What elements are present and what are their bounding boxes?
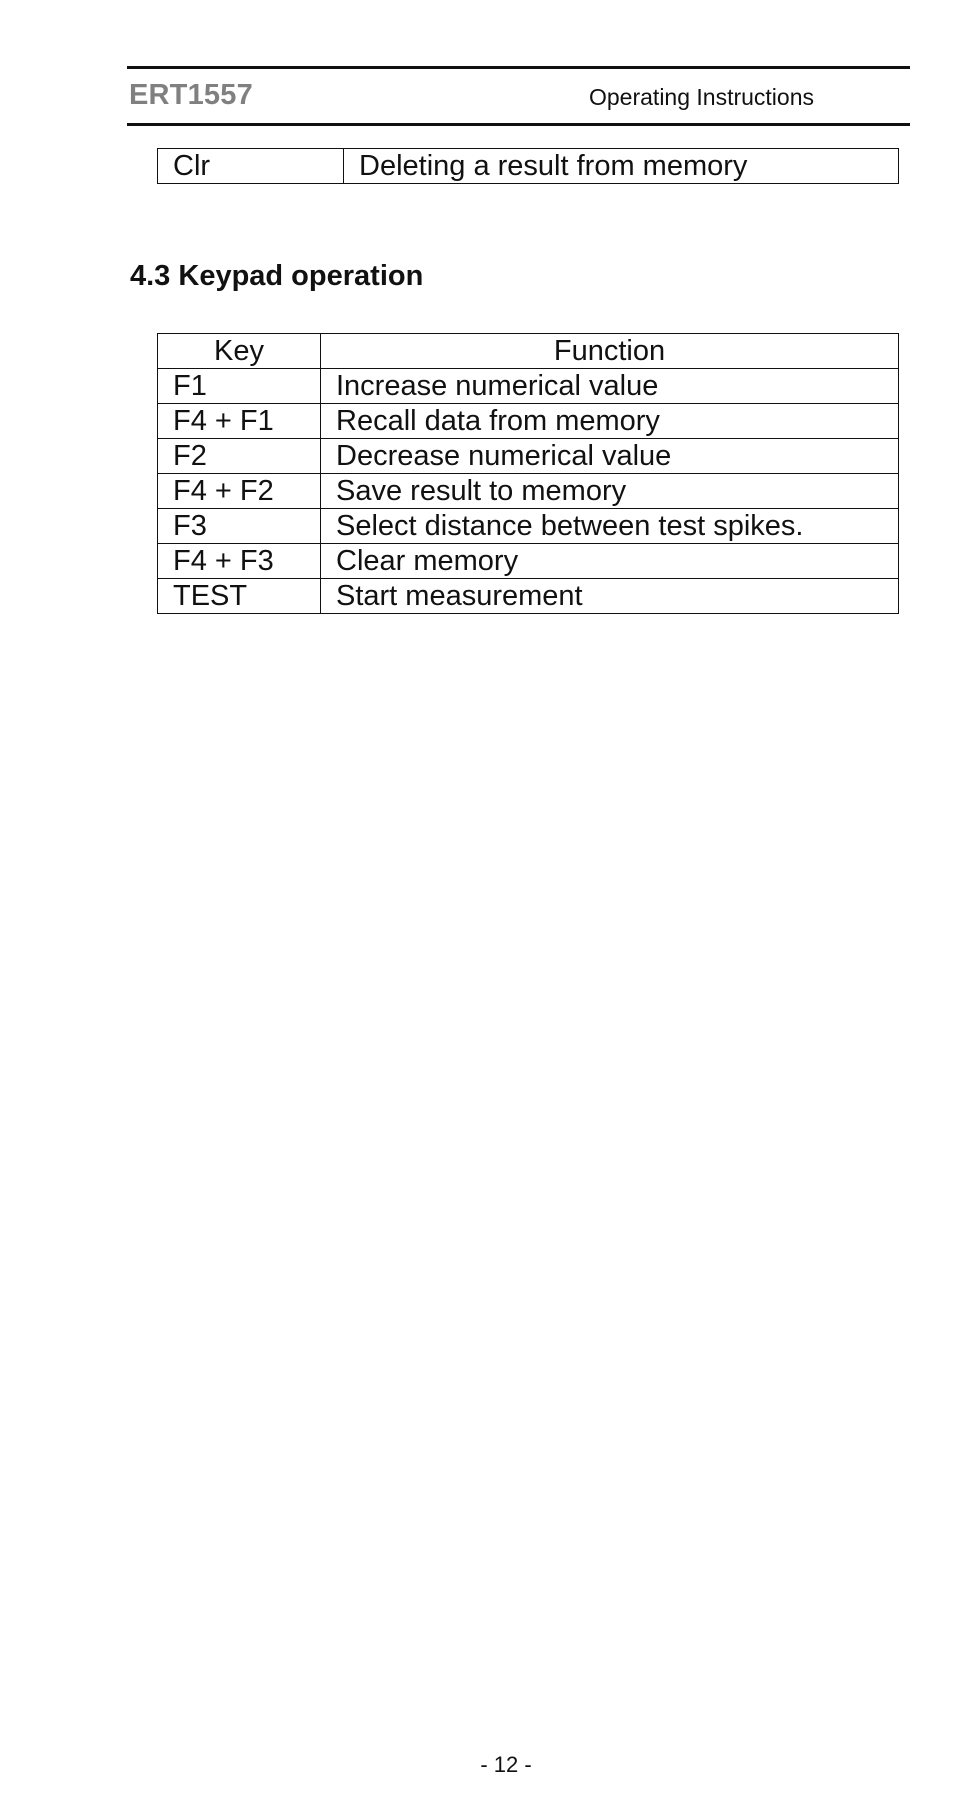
table-row xyxy=(158,474,899,509)
table-header-row xyxy=(158,334,899,369)
table-row xyxy=(158,369,899,404)
table-row xyxy=(158,579,899,614)
function-cell: Deleting a result from memory xyxy=(344,149,899,184)
function-cell: Clear memory xyxy=(321,544,899,579)
key-cell: F4 + F1 xyxy=(158,404,321,439)
function-cell: Save result to memory xyxy=(321,474,899,509)
key-cell: F4 + F3 xyxy=(158,544,321,579)
table-row xyxy=(158,509,899,544)
header-model-name: ERT1557 xyxy=(129,79,253,111)
key-cell: TEST xyxy=(158,579,321,614)
page-number: - 12 - xyxy=(480,1752,532,1777)
key-cell: F3 xyxy=(158,509,321,544)
key-cell: F4 + F2 xyxy=(158,474,321,509)
keypad-table xyxy=(157,333,899,614)
table-row xyxy=(158,149,899,184)
table-row xyxy=(158,439,899,474)
table-row xyxy=(158,404,899,439)
function-cell: Select distance between test spikes. xyxy=(321,509,899,544)
table-row xyxy=(158,544,899,579)
function-cell: Recall data from memory xyxy=(321,404,899,439)
function-cell: Decrease numerical value xyxy=(321,439,899,474)
function-cell: Start measurement xyxy=(321,579,899,614)
page-header xyxy=(127,66,910,126)
column-header-key: Key xyxy=(158,334,321,369)
memory-function-table xyxy=(157,148,899,184)
section-heading: 4.3 Keypad operation xyxy=(130,260,424,292)
key-cell: F1 xyxy=(158,369,321,404)
key-cell: F2 xyxy=(158,439,321,474)
key-cell: Clr xyxy=(158,149,344,184)
header-document-title: Operating Instructions xyxy=(589,84,815,110)
function-cell: Increase numerical value xyxy=(321,369,899,404)
column-header-function: Function xyxy=(321,334,899,369)
